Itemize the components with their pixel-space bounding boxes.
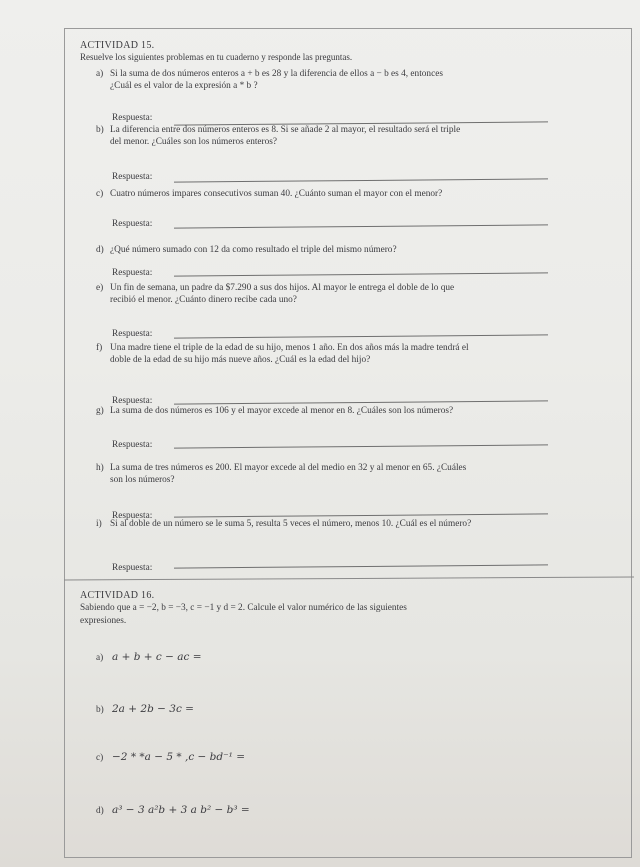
problem-letter: h) bbox=[96, 463, 104, 473]
problem-text-line-1: La suma de tres números es 200. El mayor excede al del medio en 32 y al menor en 65. ¿Cuáles bbox=[110, 463, 467, 473]
problem-text-line-1: La suma de dos números es 106 y el mayor excede al menor en 8. ¿Cuáles son los números? bbox=[110, 406, 454, 416]
problem-text-line-1: La diferencia entre dos números enteros es 8. Si se añade 2 al mayor, el resultado será el triple bbox=[110, 125, 461, 135]
expression-letter: a) bbox=[96, 653, 104, 663]
response-label: Respuesta: bbox=[112, 329, 153, 339]
problem-letter: f) bbox=[96, 343, 103, 353]
response-label: Respuesta: bbox=[112, 268, 153, 278]
problem-letter: i) bbox=[96, 519, 102, 529]
problem-letter: b) bbox=[96, 125, 104, 135]
response-label: Respuesta: bbox=[112, 396, 153, 406]
problem-letter: d) bbox=[96, 245, 104, 255]
expression-letter: c) bbox=[96, 753, 104, 763]
problem-text-line-1: Un fin de semana, un padre da $7.290 a sus dos hijos. Al mayor le entrega el doble de lo que bbox=[110, 283, 455, 293]
problem-letter: e) bbox=[96, 283, 104, 293]
problem-letter: a) bbox=[96, 69, 104, 79]
expression-formula: a³ − 3 a²b + 3 a b² − b³ = bbox=[112, 804, 250, 816]
problem-text-line-1: Si la suma de dos números enteros a + b es 28 y la diferencia de ellos a − b es 4, entonces bbox=[110, 69, 443, 79]
activity-15-instruction: Resuelve los siguientes problemas en tu cuaderno y responde las preguntas. bbox=[80, 52, 353, 62]
expression-letter: d) bbox=[96, 806, 104, 816]
problem-text-line-1: Una madre tiene el triple de la edad de su hijo, menos 1 año. En dos años más la madre tendrá el bbox=[110, 343, 469, 353]
expression-letter: b) bbox=[96, 705, 104, 715]
problem-text-line-1: Cuatro números impares consecutivos suman 40. ¿Cuánto suman el mayor con el menor? bbox=[110, 189, 443, 199]
activity-15-title: ACTIVIDAD 15. bbox=[80, 40, 155, 51]
problem-letter: g) bbox=[96, 406, 104, 416]
response-label: Respuesta: bbox=[112, 172, 153, 182]
response-label: Respuesta: bbox=[112, 113, 153, 123]
expression-formula: a + b + c − ac = bbox=[112, 651, 202, 663]
problem-text-line-2: del menor. ¿Cuáles son los números enteros? bbox=[110, 137, 278, 147]
problem-text-line-2: son los números? bbox=[110, 475, 175, 485]
expression-formula: −2 * *a − 5 * ,c − bd⁻¹ = bbox=[112, 751, 246, 763]
response-label: Respuesta: bbox=[112, 511, 153, 521]
activity-16-title: ACTIVIDAD 16. bbox=[80, 590, 155, 601]
problem-letter: c) bbox=[96, 189, 104, 199]
activity-16-intro-line-2: expresiones. bbox=[80, 616, 127, 626]
activity-16-intro-line-1: Sabiendo que a = −2, b = −3, c = −1 y d = 2. Calcule el valor numérico de las siguientes bbox=[80, 603, 407, 613]
problem-text-line-2: doble de la edad de su hijo más nueve años. ¿Cuál es la edad del hijo? bbox=[110, 355, 371, 365]
response-label: Respuesta: bbox=[112, 219, 153, 229]
response-label: Respuesta: bbox=[112, 563, 153, 573]
response-label: Respuesta: bbox=[112, 440, 153, 450]
expression-formula: 2a + 2b − 3c = bbox=[112, 703, 194, 715]
problem-text-line-2: recibió el menor. ¿Cuánto dinero recibe cada uno? bbox=[110, 295, 297, 305]
problem-text-line-1: Si al doble de un número se le suma 5, resulta 5 veces el número, menos 10. ¿Cuál es el número? bbox=[110, 519, 472, 529]
problem-text-line-1: ¿Qué número sumado con 12 da como resultado el triple del mismo número? bbox=[110, 245, 397, 255]
problem-text-line-2: ¿Cuál es el valor de la expresión a * b ? bbox=[110, 81, 258, 91]
